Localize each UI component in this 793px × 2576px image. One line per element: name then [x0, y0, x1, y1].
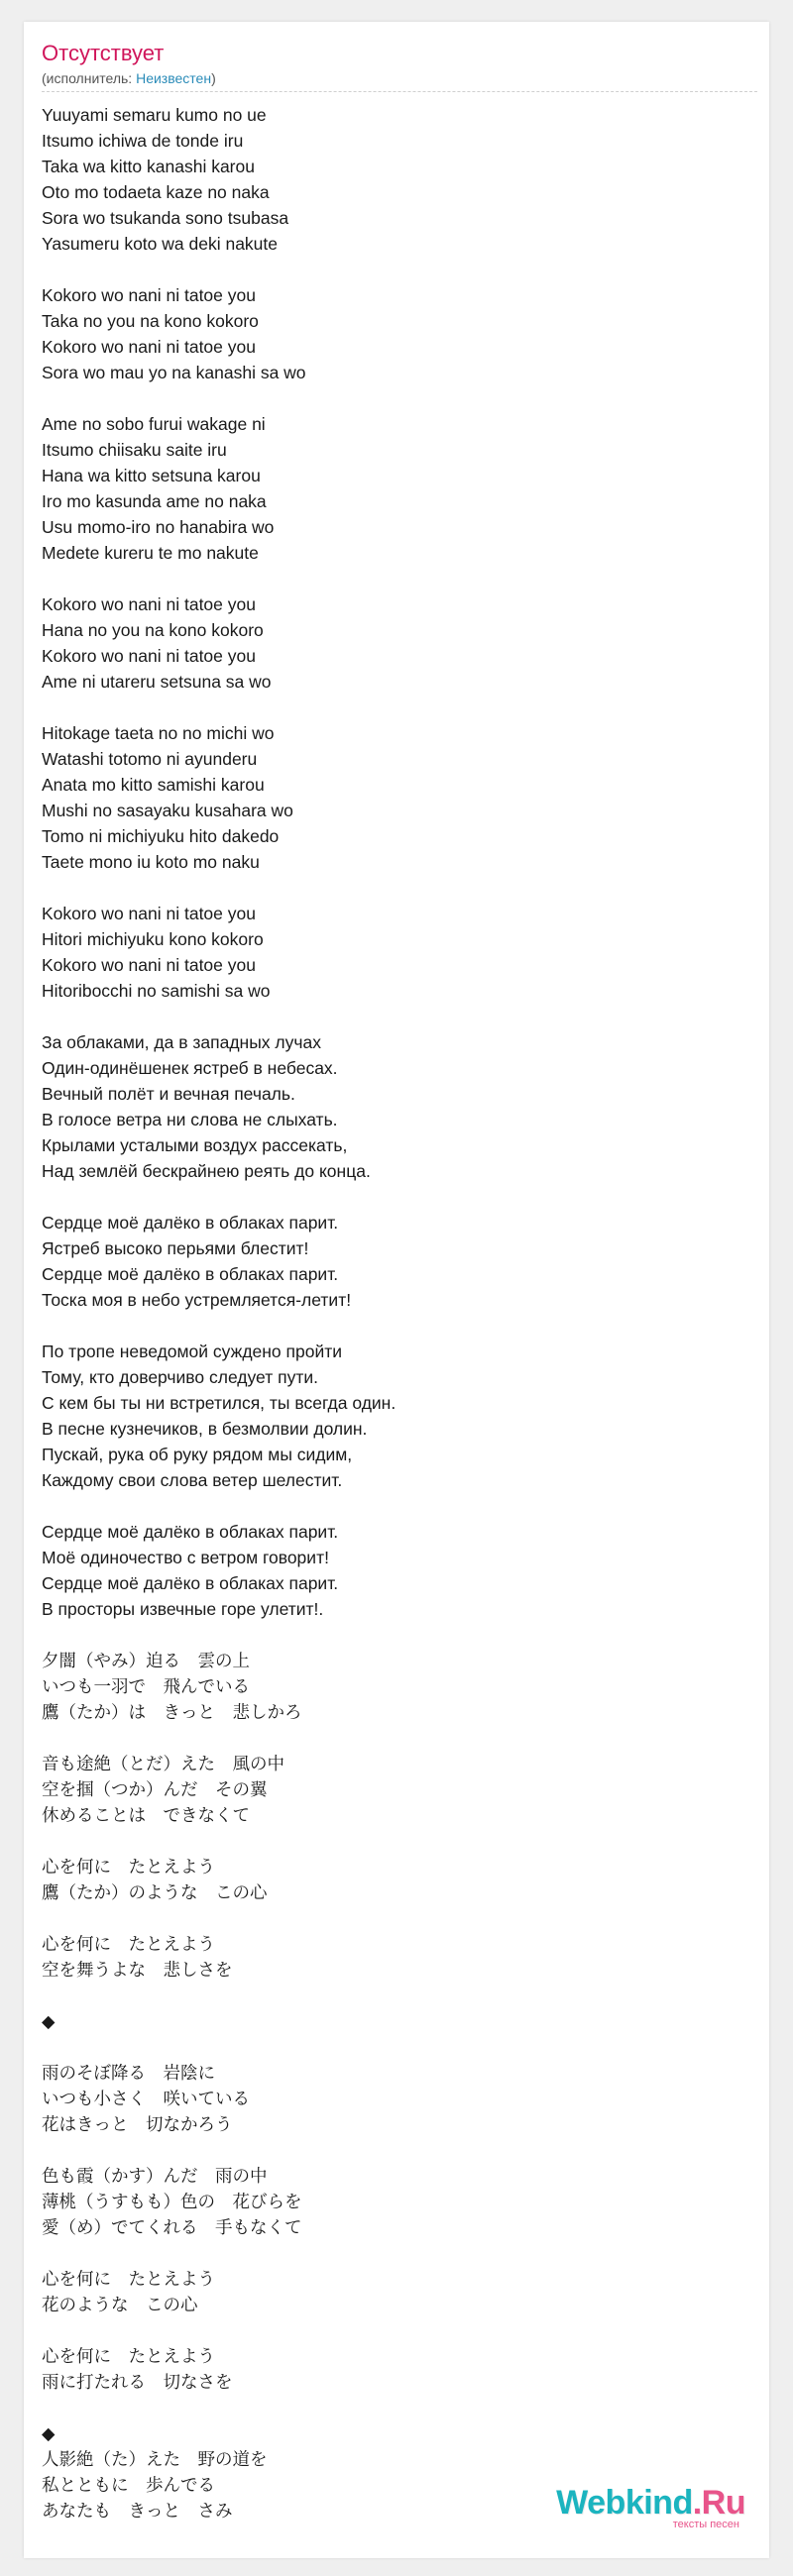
lyric-line: Пускай, рука об руку рядом мы сидим, [42, 1445, 353, 1464]
lyric-line: Watashi totomo ni ayunderu [42, 749, 258, 769]
lyric-line: Kokoro wo nani ni tatoe you [42, 646, 256, 666]
lyric-line: 色も霞（かす）んだ 雨の中 [42, 2166, 268, 2186]
lyric-line: Kokoro wo nani ni tatoe you [42, 337, 256, 357]
lyric-line [42, 1983, 769, 2008]
lyric-line: Ame no sobo furui wakage ni [42, 414, 266, 434]
lyric-line: 鷹（たか）のような この心 [42, 1882, 268, 1902]
lyric-line: 心を何に たとえよう [42, 1857, 215, 1877]
logo-tagline: тексты песен [672, 2519, 739, 2530]
lyric-line: 愛（め）でてくれる 手もなくて [42, 2217, 302, 2237]
lyric-line: 私とともに 歩んでる [42, 2475, 215, 2495]
lyric-line: 心を何に たとえよう [42, 2269, 215, 2289]
artist-link[interactable]: Неизвестен [136, 70, 212, 86]
lyric-line: 空を掴（つか）んだ その翼 [42, 1779, 268, 1799]
lyrics-card [24, 22, 769, 2558]
lyric-line: Ястреб высоко перьями блестит! [42, 1238, 309, 1258]
lyrics-text [42, 102, 769, 2523]
lyric-line: 花のような この心 [42, 2295, 198, 2314]
lyric-line: С кем бы ты ни встретился, ты всегда один. [42, 1393, 396, 1413]
lyric-line: Один-одинёшенек ястреб в небесах. [42, 1058, 338, 1078]
lyric-line: いつも小さく 咲いている [42, 2089, 250, 2108]
lyric-line: 音も途絶（とだ）えた 風の中 [42, 1754, 284, 1773]
lyric-line: ◆ [42, 2423, 56, 2443]
lyric-line: Iro mo kasunda ame no naka [42, 491, 267, 511]
artist-suffix: ) [211, 70, 216, 86]
lyric-line [42, 2034, 769, 2060]
lyric-line: Тому, кто доверчиво следует пути. [42, 1367, 318, 1387]
lyric-line: 夕闇（やみ）迫る 雲の上 [42, 1651, 250, 1670]
lyric-line: Taete mono iu koto mo naku [42, 852, 260, 872]
artist-prefix: (исполнитель: [42, 70, 137, 86]
lyric-line: Itsumo chiisaku saite iru [42, 440, 227, 460]
lyric-line [42, 1905, 769, 1931]
lyric-line: Taka no you na kono kokoro [42, 311, 259, 331]
lyric-line: 薄桃（うすもも）色の 花びらを [42, 2192, 302, 2211]
lyric-line: Hana wa kitto setsuna karou [42, 466, 261, 485]
lyric-line [42, 1313, 769, 1339]
lyric-line: Taka wa kitto kanashi karou [42, 157, 255, 176]
lyric-line: Itsumo ichiwa de tonde iru [42, 131, 244, 151]
site-logo[interactable] [556, 2485, 745, 2530]
logo-suffix-text: .Ru [692, 2484, 745, 2522]
lyric-line [42, 257, 769, 282]
lyric-line: あなたも きっと さみ [42, 2501, 233, 2521]
lyric-line: Hitokage taeta no no michi wo [42, 723, 275, 743]
lyric-line: 心を何に たとえよう [42, 2346, 215, 2366]
lyric-line: Oto mo todaeta kaze no naka [42, 182, 270, 202]
lyric-line: Сердце моё далёко в облаках парит. [42, 1264, 339, 1284]
artist-line [42, 69, 757, 92]
lyric-line: Каждому свои слова ветер шелестит. [42, 1470, 343, 1490]
lyric-line: Сердце моё далёко в облаках парит. [42, 1573, 339, 1593]
lyric-line: 人影絶（た）えた 野の道を [42, 2449, 268, 2469]
lyric-line: 休めることは できなくて [42, 1805, 250, 1825]
lyric-line [42, 566, 769, 591]
lyric-line: Sora wo tsukanda sono tsubasa [42, 208, 289, 228]
lyric-line: Usu momo-iro no hanabira wo [42, 517, 275, 537]
logo-wordmark [556, 2485, 745, 2521]
lyric-line [42, 695, 769, 720]
lyric-line: За облаками, да в западных лучах [42, 1032, 321, 1052]
lyric-line: 花はきっと 切なかろう [42, 2114, 233, 2134]
lyric-line: В песне кузнечиков, в безмолвии долин. [42, 1419, 368, 1439]
lyric-line: 雨に打たれる 切なさを [42, 2372, 233, 2392]
lyric-line [42, 2240, 769, 2266]
lyric-line: В голосе ветра ни слова не слыхать. [42, 1110, 338, 1129]
lyric-line [42, 1004, 769, 1029]
lyric-line: いつも一羽で 飛んでいる [42, 1676, 250, 1696]
lyric-line [42, 2317, 769, 2343]
lyric-line: Sora wo mau yo na kanashi sa wo [42, 363, 306, 382]
lyric-line: Hitoribocchi no samishi sa wo [42, 981, 271, 1001]
lyric-line: По тропе неведомой суждено пройти [42, 1342, 343, 1361]
lyric-line: Mushi no sasayaku kusahara wo [42, 801, 293, 820]
lyric-line: ◆ [42, 2011, 56, 2031]
lyric-line: Medete kureru te mo nakute [42, 543, 259, 563]
lyric-line [42, 1725, 769, 1751]
lyric-line: 心を何に たとえよう [42, 1934, 215, 1954]
lyric-line: Kokoro wo nani ni tatoe you [42, 955, 256, 975]
lyric-line [42, 385, 769, 411]
song-title: Отсутствует [42, 41, 165, 65]
lyric-line: Kokoro wo nani ni tatoe you [42, 285, 256, 305]
lyric-line: Сердце моё далёко в облаках парит. [42, 1522, 339, 1542]
lyric-line: Hana no you na kono kokoro [42, 620, 264, 640]
lyric-line: Kokoro wo nani ni tatoe you [42, 594, 256, 614]
lyric-line: 空を舞うよな 悲しさを [42, 1960, 233, 1980]
logo-main-text: Webkind [556, 2484, 693, 2522]
lyric-line [42, 2137, 769, 2163]
lyric-line: Yuuyami semaru kumo no ue [42, 105, 267, 125]
lyric-line: Сердце моё далёко в облаках парит. [42, 1213, 339, 1233]
lyric-line: Ame ni utareru setsuna sa wo [42, 672, 272, 692]
lyric-line [42, 1622, 769, 1648]
lyric-line: Kokoro wo nani ni tatoe you [42, 904, 256, 923]
lyric-line: Вечный полёт и вечная печаль. [42, 1084, 295, 1104]
lyric-line: Моё одиночество с ветром говорит! [42, 1548, 329, 1567]
lyric-line [42, 1828, 769, 1854]
lyric-line [42, 2395, 769, 2420]
lyric-line: 鷹（たか）は きっと 悲しかろ [42, 1702, 302, 1722]
lyric-line: Hitori michiyuku kono kokoro [42, 929, 264, 949]
lyric-line: Над землёй бескрайнею реять до конца. [42, 1161, 371, 1181]
lyric-line: Tomo ni michiyuku hito dakedo [42, 826, 280, 846]
lyric-line [42, 1184, 769, 1210]
lyric-line: Тоска моя в небо устремляется-летит! [42, 1290, 352, 1310]
lyric-line: 雨のそぼ降る 岩陰に [42, 2063, 215, 2083]
lyric-line [42, 1493, 769, 1519]
lyric-line: В просторы извечные горе улетит!. [42, 1599, 324, 1619]
lyric-line: Yasumeru koto wa deki nakute [42, 234, 279, 254]
lyric-line [42, 875, 769, 901]
lyric-line: Anata mo kitto samishi karou [42, 775, 265, 795]
lyric-line: Крылами усталыми воздух рассекать, [42, 1135, 348, 1155]
